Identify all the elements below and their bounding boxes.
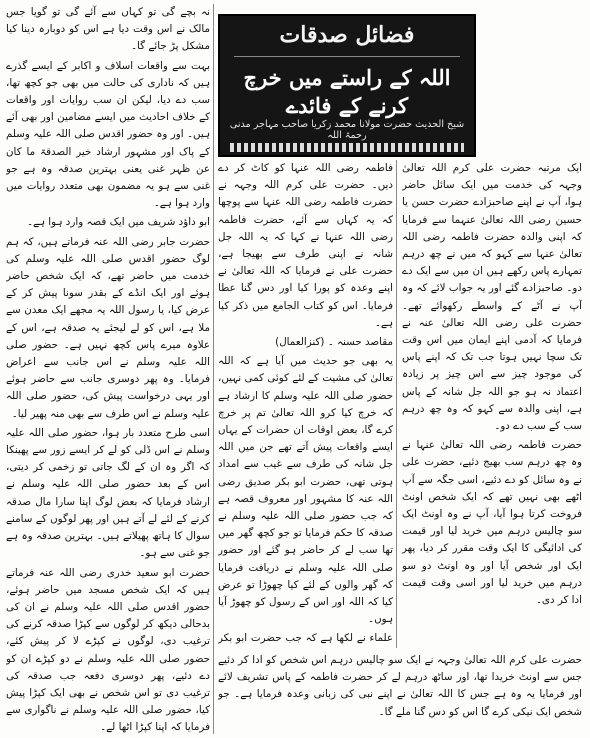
right-column <box>402 160 582 648</box>
title-divider <box>234 56 460 57</box>
article-headline: اللہ کے راستے میں خرچ کرنے کے فائدے <box>243 65 451 118</box>
bottom-block <box>218 652 582 734</box>
middle-paragraph-3: یہ بھی جو حدیث میں آیا ہے کہ اللہ تعالیٰ کی مشیت کے لئے کوئی کمی نہیں، حضور صلی اللہ علیہ وسلم کا ارشاد ہے کہ خرچ کیا کرو اللہ تعالیٰ تم پر خرچ کرے گا، بعض اوقات ان حضرات کے یہاں ایسے واقعات پیش آتے تھے جن میں اللہ جل شانہ کی طرف سے غیب سے امداد ہوتی تھی، حضرت ابو بکر صدیق رضی اللہ عنہ کا مشہور اور معروف قصہ ہے کہ جب حضور صلی اللہ علیہ وسلم نے صدقہ کا حکم فرمایا تو جو کچھ گھر میں تھا سب لے کر حاضر ہو گئے اور حضور صلی اللہ علیہ وسلم نے دریافت فرمایا کہ گھر والوں کے لئے کیا چھوڑا تو عرض کیا کہ اللہ اور اس کے رسول کو چھوڑ آیا ہوں۔ <box>218 355 393 626</box>
section-title: فضائل صدقات <box>279 22 415 48</box>
column-divider <box>213 4 214 734</box>
left-column <box>6 4 210 734</box>
column-divider <box>396 160 397 648</box>
right-paragraph-1: ایک مرتبہ حضرت علی کرم اللہ تعالیٰ وجہہ کی خدمت میں ایک سائل حاضر ہوا، آپ نے اپنے صاحبزادے حضرت حسن یا حسین رضی اللہ تعالیٰ عنہما سے فرمایا کہ اپنی والدہ حضرت فاطمہ رضی اللہ تعالیٰ عنہا سے کہو کہ میں نے چھ درہم تمہارے پاس رکھے ہیں ان میں سے ایک دے دو۔ صاحبزادے گئے اور یہ جواب لائے کہ وہ آپ نے آٹے کے واسطے رکھوائے تھے۔ حضرت علی رضی اللہ تعالیٰ عنہ نے فرمایا کہ آدمی اپنے ایمان میں اس وقت تک سچا نہیں ہوتا جب تک کہ اپنے پاس کی موجود چیز سے اس چیز پر زیادہ اعتماد نہ ہو جو اللہ جل شانہ کے پاس ہے، اپنی والدہ سے کہو کہ وہ چھ درہم سب کے سب دے دو۔ <box>402 162 582 433</box>
right-paragraph-2: حضرت فاطمہ رضی اللہ تعالیٰ عنہا نے وہ چھ درہم سب بھیج دئیے، حضرت علی نے وہ سائل کو دے دئیے، اسی جگہ سے آپ اٹھے بھی نہیں تھے کہ ایک شخص اونٹ فروخت کرتا ہوا آیا، آپ نے وہ اونٹ ایک سو چالیس درہم میں خرید لیا اور قیمت کی ادائیگی کا ایک وقت مقرر کر دیا، پھر ایک اور شخص آیا اور وہ اونٹ دو سو درہم میں خرید لیا اور اسی وقت قیمت ادا کر دی۔ <box>402 439 582 607</box>
left-paragraph-1: نہ بچے گی تو کہاں سے آئے گی تو گویا جس مالک نے اس وقت دیا ہے اس کو دوبارہ دینا کیا مشکل پڑ جائے گا۔ <box>6 6 210 53</box>
left-paragraph-5: اسی طرح متعدد بار ہوا، حضور صلی اللہ علیہ وسلم نے اس ڈلی کو لے کر ایسے زور سے پھینکا کہ اگر وہ ان کے لگ جاتی تو زخمی کر دیتی، اس کے بعد حضور صلی اللہ علیہ وسلم نے ارشاد فرمایا کہ بعض لوگ اپنا سارا مال صدقہ کرنے کے لئے لے آتے ہیں اور پھر لوگوں کے سامنے سوال کا ہاتھ پھیلاتے ہیں۔ بہترین صدقہ وہ ہے جو غنی سے ہو۔ <box>6 426 210 560</box>
left-paragraph-4: حضرت جابر رضی اللہ عنہ فرماتے ہیں، کہ ہم لوگ حضور اقدس صلی اللہ علیہ وسلم کی خدمت میں حاضر تھے، کہ ایک شخص حاضر ہوئے اور ایک انڈے کے بقدر سونا پیش کر کے عرض کیا، یا رسول اللہ یہ مجھے ایک معدن سے ملا ہے، اس کو لے لیجئے یہ صدقہ ہے، اس کے علاوہ میرے پاس کچھ نہیں ہے۔ حضور صلی اللہ علیہ وسلم نے اس جانب سے اعراض فرمایا۔ وہ پھر دوسری جانب سے حاضر ہوئے اور یہی درخواست پیش کی، حضور صلی اللہ علیہ وسلم نے اس طرف سے بھی منہ پھیر لیا۔ <box>6 235 210 420</box>
author-byline: شیخ الحدیث حضرت مولانا محمد زکریا صاحب مہاجر مدنی رحمۃ اللہ <box>229 119 465 141</box>
middle-paragraph-2: مقاصد حسنہ ۔ (کنزالعمال) <box>275 336 393 349</box>
decorative-border-pattern <box>230 143 464 152</box>
left-paragraph-2: بہت سے واقعات اسلاف و اکابر کے ایسے گذرے ہیں کہ ناداری کی حالت میں بھی جو کچھ تھا، سب دے دیا، لیکن ان سب روایات اور واقعات کے خلاف احادیث میں ایسے مضامین اور بھی آئے ہیں۔ اور وہ حضور اقدس صلی اللہ علیہ وسلم کے پاک اور مشہور ارشاد خیر الصدقۃ ما کان عن ظہر غنی یعنی بہترین صدقہ وہ ہے جو غنی سے ہو یہ مضمون بھی متعدد روایات میں وارد ہوا ہے۔ <box>6 59 210 210</box>
left-paragraph-6: حضرت ابو سعید خدری رضی اللہ عنہ فرماتے ہیں کہ ایک شخص مسجد میں حاضر ہوئے، حضور اقدس صلی اللہ علیہ وسلم نے ان کی بدحالی دیکھ کر لوگوں سے کپڑا صدقہ کرنے کی ترغیب دی، لوگوں نے کپڑے لا کر پیش کئے، حضور صلی اللہ علیہ وسلم نے دو کپڑے ان کو دے دئیے، پھر دوسری دفعہ جب صدقہ کی ترغیب دی تو اس شخص نے بھی ایک کپڑا پیش کیا، حضور صلی اللہ علیہ وسلم نے ناگواری سے فرمایا کہ اپنا کپڑا اٹھا لے۔ <box>6 566 210 734</box>
middle-paragraph-1: فاطمہ رضی اللہ عنہا کو کاٹ کر دے دیں۔ حضرت علی کرم اللہ وجہہ نے حضرت فاطمہ رضی اللہ عنہا سے پوچھا کہ یہ کہاں سے آئے، حضرت فاطمہ رضی اللہ عنہا نے کہا کہ یہ اللہ جل شانہ نے اپنی طرف سے بھیجا ہے، حضرت علی نے فرمایا کہ اللہ تعالیٰ نے اپنے وعدہ کو پورا کیا اور دس گنا عطا فرمایا۔ اس کو کتاب الجامع میں ذکر کیا ہے۔ <box>218 162 393 329</box>
left-paragraph-3: ابو داؤد شریف میں ایک قصہ وارد ہوا ہے۔ <box>26 216 210 229</box>
bottom-paragraph-1: حضرت علی کرم اللہ تعالیٰ وجہہ نے ایک سو چالیس درہم اس شخص کو ادا کر دئیے جس سے اونٹ خریدا تھا، اور ساٹھ درہم لے کر حضرت فاطمہ کے پاس تشریف لائے اور فرمایا یہ وہ ہے جس کا اللہ تعالیٰ نے اپنے نبی کی زبانی وعدہ فرمایا ہے۔ جو شخص ایک نیکی کرے گا اس کو دس گنا ملے گا۔ <box>218 654 582 718</box>
middle-column <box>218 160 393 648</box>
middle-paragraph-4: علماء نے لکھا ہے کہ جب حضرت ابو بکر <box>218 632 393 645</box>
header-banner <box>218 14 476 157</box>
